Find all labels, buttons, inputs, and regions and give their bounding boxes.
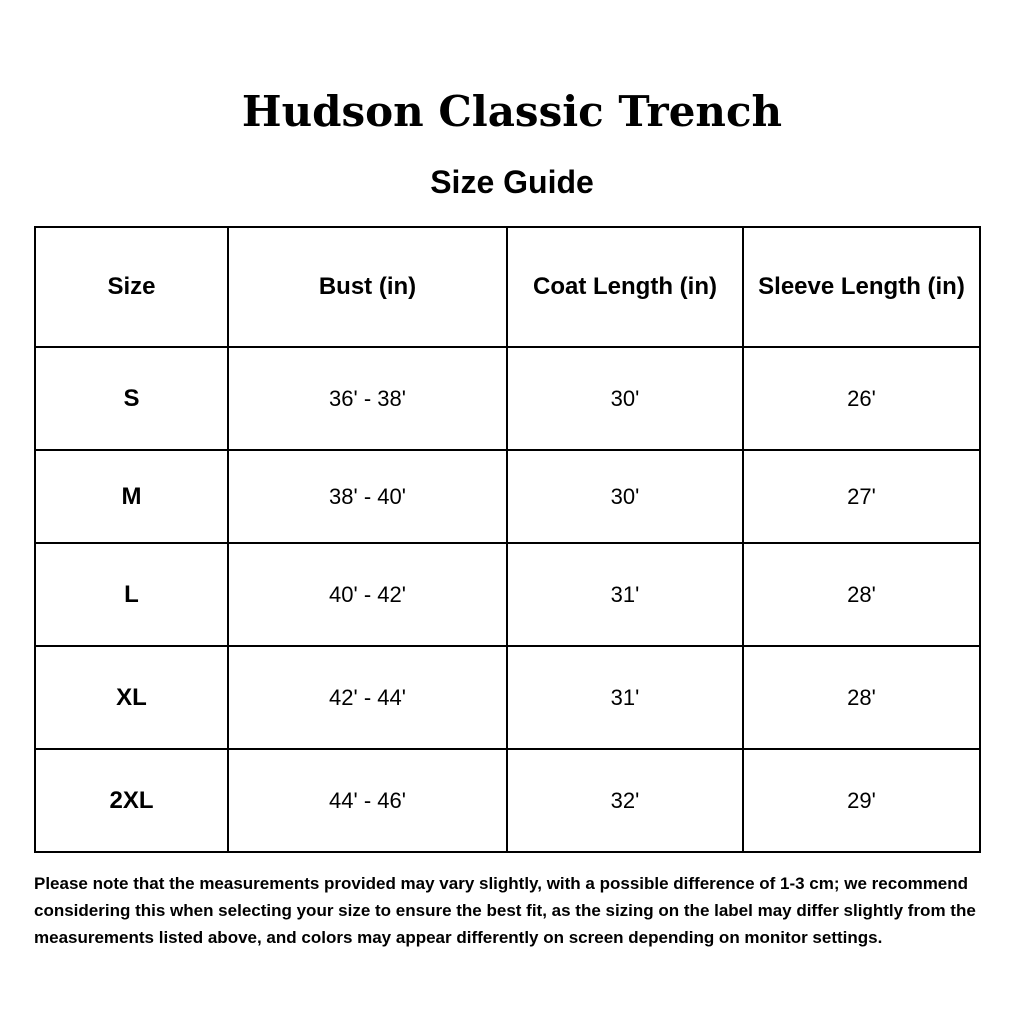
size-cell: M: [35, 450, 228, 543]
coat-length-cell: 30': [507, 450, 743, 543]
sleeve-length-cell: 27': [743, 450, 980, 543]
size-cell: L: [35, 543, 228, 646]
page-title: Hudson Classic Trench: [241, 87, 783, 136]
table-row: [35, 450, 980, 543]
sleeve-length-cell: 28': [743, 543, 980, 646]
bust-cell: 36' - 38': [228, 347, 507, 450]
coat-length-cell: 31': [507, 646, 743, 749]
table-row: [35, 646, 980, 749]
header-size: Size: [35, 227, 228, 347]
bust-cell: 38' - 40': [228, 450, 507, 543]
header-bust: Bust (in): [228, 227, 507, 347]
size-guide-table: [34, 226, 981, 853]
size-cell: S: [35, 347, 228, 450]
measurement-disclaimer: Please note that the measurements provided may vary slightly, with a possible difference of 1-3 cm; we recommend considering this when selecting your size to ensure the best fit, as the sizing on the label may differ slightly from the measurements listed above, and colors may appear differently on screen depending on monitor settings.: [34, 874, 976, 947]
size-cell: 2XL: [35, 749, 228, 852]
bust-cell: 42' - 44': [228, 646, 507, 749]
size-cell: XL: [35, 646, 228, 749]
header-sleeve-length: Sleeve Length (in): [743, 227, 980, 347]
table-row: [35, 347, 980, 450]
table-row: [35, 543, 980, 646]
bust-cell: 40' - 42': [228, 543, 507, 646]
coat-length-cell: 30': [507, 347, 743, 450]
sleeve-length-cell: 29': [743, 749, 980, 852]
coat-length-cell: 31': [507, 543, 743, 646]
coat-length-cell: 32': [507, 749, 743, 852]
table-header-row: [35, 227, 980, 347]
sleeve-length-cell: 28': [743, 646, 980, 749]
page-subtitle: Size Guide: [430, 164, 594, 200]
bust-cell: 44' - 46': [228, 749, 507, 852]
table-row: [35, 749, 980, 852]
sleeve-length-cell: 26': [743, 347, 980, 450]
header-coat-length: Coat Length (in): [507, 227, 743, 347]
